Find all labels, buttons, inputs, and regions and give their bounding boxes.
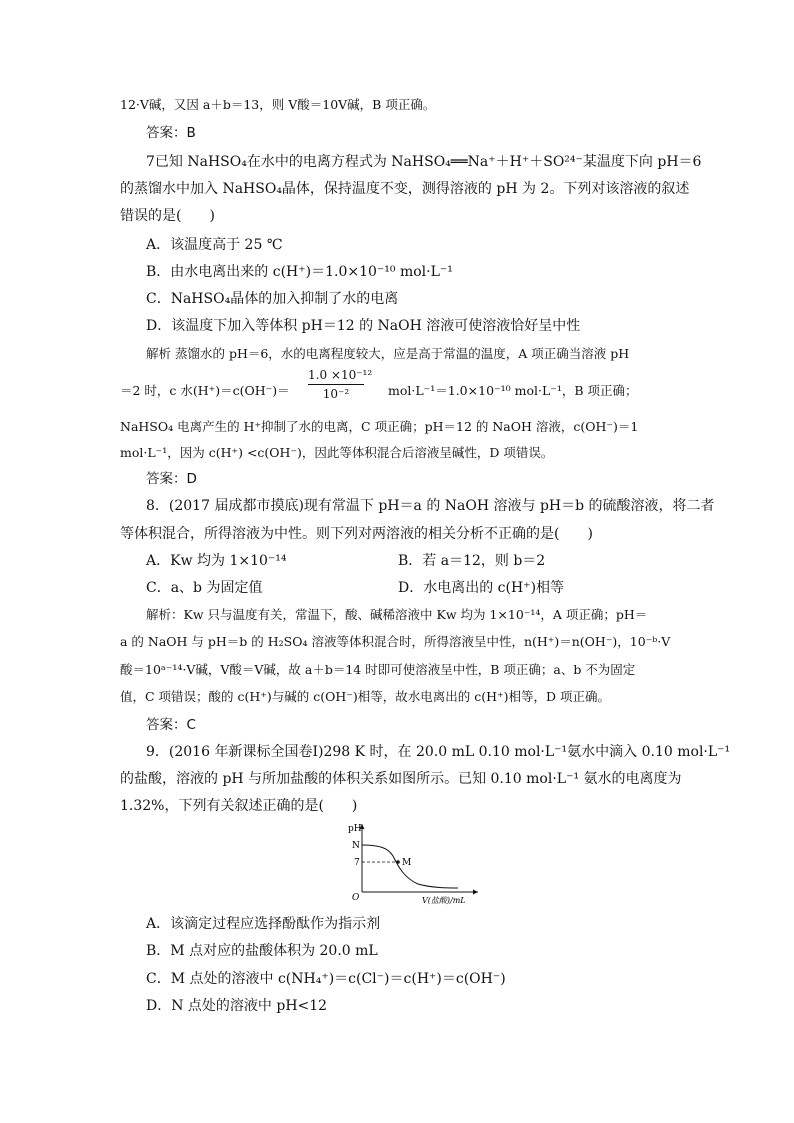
explanation-8-line-1: 解析：Kw 只与温度有关，常温下，酸、碱稀溶液中 Kw 均为 1×10⁻¹⁴，A 项正确；pH＝ [146, 607, 648, 622]
tick-label-n: N [352, 841, 360, 851]
explanation-7-line-2-pre: ＝2 时，c 水(H⁺)＝c(OH⁻)＝ [120, 383, 290, 398]
option-d-text: D．水电离出的 c(H⁺)相等 [398, 580, 565, 596]
option-d: D．N 点处的溶液中 pH<12 [146, 998, 328, 1014]
option-a: A．该滴定过程应选择酚酞作为指示剂 [146, 916, 381, 932]
origin-label: O [352, 893, 360, 903]
explanation-7-line-1: 解析 蒸馏水的 pH＝6，水的电离程度较大，应是高于常温的温度，A 项正确当溶液 pH [146, 346, 630, 361]
text-line: 12·V碱，又因 a＋b＝13，则 V酸＝10V碱，B 项正确。 [120, 97, 436, 112]
answer-label: 答案：B [146, 125, 196, 141]
option-a-text: A．Kw 均为 1×10⁻¹⁴ [146, 553, 287, 569]
explanation-8-line-3: 酸＝10ᵃ⁻¹⁴·V碱，V酸＝V碱，故 a＋b＝14 时即可使溶液呈中性，B 项正确；a、b 不为固定 [120, 662, 636, 677]
option-c-text: C．a、b 为固定值 [146, 580, 263, 596]
question-9-line-2: 的盐酸，溶液的 pH 与所加盐酸的体积关系如图所示。已知 0.10 mol·L⁻¹ 氨水的电离度为 [120, 771, 682, 787]
option-b-text: B．若 a＝12，则 b＝2 [398, 553, 546, 569]
explanation-7-line-4: mol·L⁻¹，因为 c(H⁺) <c(OH⁻)，因此等体积混合后溶液呈碱性，D 项错误。 [120, 445, 554, 460]
x-axis-arrow [473, 890, 478, 895]
fraction-bar [308, 384, 364, 385]
answer-label: 答案：C [146, 717, 196, 733]
titration-curve-figure [330, 820, 480, 905]
option-c: C．NaHSO₄晶体的加入抑制了水的电离 [146, 291, 399, 307]
x-axis-label: V(盐酸)/mL [422, 896, 466, 905]
option-d: D．该温度下加入等体积 pH＝12 的 NaOH 溶液可使溶液恰好呈中性 [146, 318, 581, 334]
question-7-line-2: 的蒸馏水中加入 NaHSO₄晶体，保持温度不变，测得溶液的 pH 为 2。下列对该溶液的叙述 [120, 181, 690, 197]
y-axis-label: pH [348, 824, 362, 834]
question-7-line-3: 错误的是( ) [120, 208, 215, 224]
question-7-line-1: 7已知 NaHSO₄在水中的电离方程式为 NaHSO₄══Na⁺＋H⁺＋SO²⁴⁻某温度下向 pH＝6 [146, 154, 702, 170]
option-a: A．该温度高于 25 ℃ [146, 237, 283, 253]
option-b: B．M 点对应的盐酸体积为 20.0 mL [146, 943, 378, 959]
question-9-line-3: 1.32%，下列有关叙述正确的是( ) [120, 798, 358, 814]
explanation-8-line-4: 值，C 项错误；酸的 c(H⁺)与碱的 c(OH⁻)相等，故水电离出的 c(H⁺)相等，D 项正确。 [120, 689, 610, 704]
explanation-7-line-2-post: mol·L⁻¹＝1.0×10⁻¹⁰ mol·L⁻¹，B 项正确； [388, 383, 638, 398]
option-b: B．由水电离出来的 c(H⁺)＝1.0×10⁻¹⁰ mol·L⁻¹ [146, 264, 453, 280]
tick-label-7: 7 [354, 858, 360, 868]
explanation-8-line-2: a 的 NaOH 与 pH＝b 的 H₂SO₄ 溶液等体积混合时，所得溶液呈中性，n(H⁺)＝n(OH⁻)，10⁻ᵇ·V [120, 634, 671, 649]
option-c [146, 579, 565, 597]
answer-label: 答案：D [146, 471, 197, 487]
option-c: C．M 点处的溶液中 c(NH₄⁺)＝c(Cl⁻)＝c(H⁺)＝c(OH⁻) [146, 971, 506, 987]
fraction-denominator: 10⁻² [322, 387, 350, 401]
question-9-line-1: 9．(2016 年新课标全国卷Ⅰ)298 K 时，在 20.0 mL 0.10 mol·L⁻¹氨水中滴入 0.10 mol·L⁻¹ [146, 744, 731, 760]
fraction [308, 368, 373, 401]
question-8-line-1: 8．(2017 届成都市摸底)现有常温下 pH＝a 的 NaOH 溶液与 pH＝b 的硫酸溶液，将二者 [146, 498, 715, 514]
question-8-line-2: 等体积混合，所得溶液为中性。则下列对两溶液的相关分析不正确的是( ) [120, 526, 593, 542]
option-a [146, 552, 546, 570]
explanation-7-line-3: NaHSO₄ 电离产生的 H⁺抑制了水的电离，C 项正确；pH＝12 的 NaOH 溶液，c(OH⁻)＝1 [120, 419, 639, 434]
point-m-label: M [402, 858, 412, 868]
point-m [396, 860, 400, 864]
fraction-numerator: 1.0 ×10⁻¹² [308, 368, 373, 382]
